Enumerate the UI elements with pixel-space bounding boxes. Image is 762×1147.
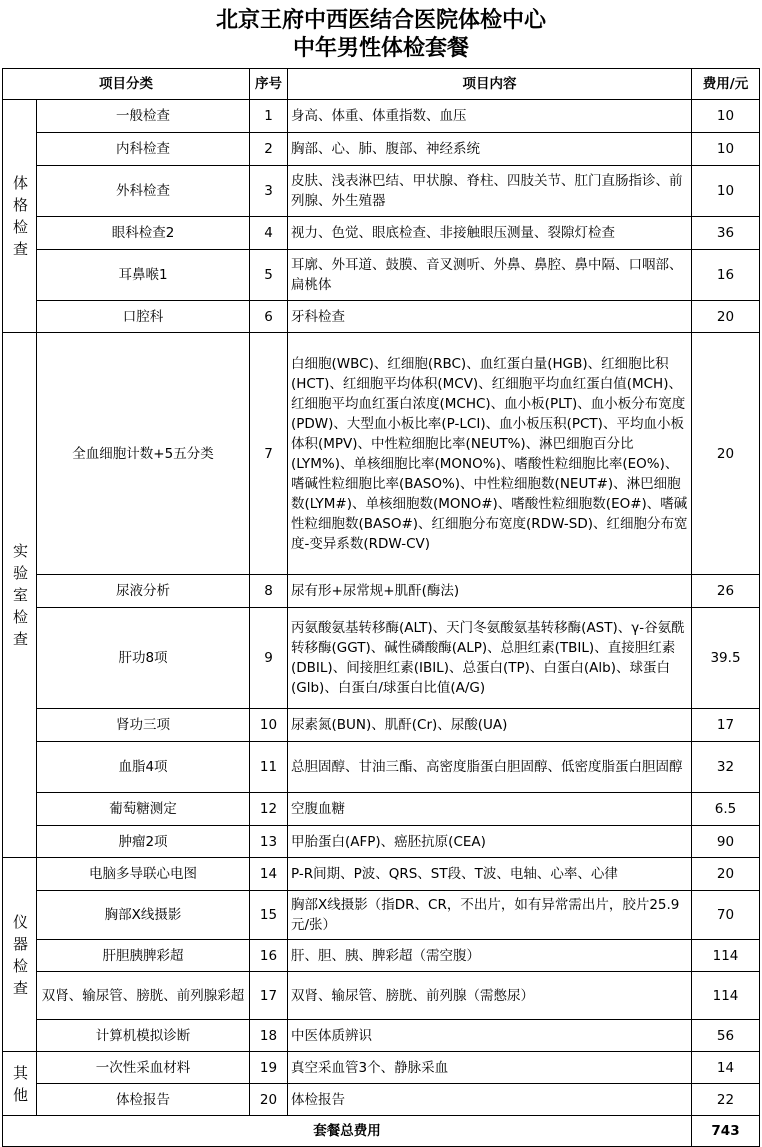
item-content: 尿素氮(BUN)、肌酐(Cr)、尿酸(UA) <box>288 709 692 742</box>
item-name: 外科检查 <box>37 166 250 217</box>
item-content: 耳廓、外耳道、鼓膜、音叉测听、外鼻、鼻腔、鼻中隔、口咽部、扁桃体 <box>288 250 692 301</box>
item-seq: 6 <box>250 301 288 333</box>
item-content: 丙氨酸氨基转移酶(ALT)、天门冬氨酸氨基转移酶(AST)、γ-谷氨酰转移酶(GGT)、碱性磷酸酶(ALP)、总胆红素(TBIL)、直接胆红素(DBIL)、间接胆红素(IBIL)、总蛋白(TP)、白蛋白(Alb)、球蛋白(Glb)、白蛋白/球蛋白比值(A/G) <box>288 608 692 709</box>
item-seq: 16 <box>250 940 288 972</box>
package-table <box>2 68 760 1147</box>
item-content: 胸部、心、肺、腹部、神经系统 <box>288 133 692 166</box>
table-row <box>3 826 760 858</box>
item-seq: 2 <box>250 133 288 166</box>
table-row <box>3 575 760 608</box>
group-instrument: 仪器检查 <box>3 858 37 1052</box>
item-name: 一般检查 <box>37 100 250 133</box>
table-row <box>3 793 760 826</box>
item-seq: 12 <box>250 793 288 826</box>
column-header-fee: 费用/元 <box>692 69 760 100</box>
item-name: 电脑多导联心电图 <box>37 858 250 891</box>
item-seq: 15 <box>250 891 288 940</box>
item-seq: 19 <box>250 1052 288 1084</box>
table-row <box>3 133 760 166</box>
item-name: 耳鼻喉1 <box>37 250 250 301</box>
item-name: 一次性采血材料 <box>37 1052 250 1084</box>
table-row <box>3 1020 760 1052</box>
page-title: 北京王府中西医结合医院体检中心 <box>215 7 546 33</box>
item-fee: 90 <box>692 826 760 858</box>
item-seq: 10 <box>250 709 288 742</box>
table-header-row <box>3 69 760 100</box>
table-row <box>3 100 760 133</box>
item-fee: 14 <box>692 1052 760 1084</box>
item-content: 尿有形+尿常规+肌酐(酶法) <box>288 575 692 608</box>
group-other: 其他 <box>3 1052 37 1116</box>
item-content: 中医体质辨识 <box>288 1020 692 1052</box>
item-content: 皮肤、浅表淋巴结、甲状腺、脊柱、四肢关节、肛门直肠指诊、前列腺、外生殖器 <box>288 166 692 217</box>
item-fee: 56 <box>692 1020 760 1052</box>
item-fee: 6.5 <box>692 793 760 826</box>
item-seq: 20 <box>250 1084 288 1116</box>
table-row <box>3 1084 760 1116</box>
item-content: 真空采血管3个、静脉采血 <box>288 1052 692 1084</box>
item-seq: 4 <box>250 217 288 250</box>
item-seq: 1 <box>250 100 288 133</box>
item-name: 双肾、输尿管、膀胱、前列腺彩超 <box>37 972 250 1020</box>
item-fee: 20 <box>692 333 760 575</box>
item-fee: 10 <box>692 100 760 133</box>
item-seq: 14 <box>250 858 288 891</box>
table-row <box>3 250 760 301</box>
item-seq: 7 <box>250 333 288 575</box>
total-row <box>3 1116 760 1147</box>
item-name: 肾功三项 <box>37 709 250 742</box>
table-row <box>3 709 760 742</box>
item-seq: 17 <box>250 972 288 1020</box>
item-content: 甲胎蛋白(AFP)、癌胚抗原(CEA) <box>288 826 692 858</box>
column-header-category: 项目分类 <box>3 69 250 100</box>
column-header-seq: 序号 <box>250 69 288 100</box>
item-name: 全血细胞计数+5五分类 <box>37 333 250 575</box>
item-name: 血脂4项 <box>37 742 250 793</box>
table-row <box>3 608 760 709</box>
column-header-content: 项目内容 <box>288 69 692 100</box>
item-seq: 18 <box>250 1020 288 1052</box>
item-content: 牙科检查 <box>288 301 692 333</box>
table-row <box>3 891 760 940</box>
item-content: 身高、体重、体重指数、血压 <box>288 100 692 133</box>
item-content: 白细胞(WBC)、红细胞(RBC)、血红蛋白量(HGB)、红细胞比积(HCT)、红细胞平均体积(MCV)、红细胞平均血红蛋白值(MCH)、红细胞平均血红蛋白浓度(MCHC)、血小板(PLT)、血小板分布宽度(PDW)、大型血小板比率(P-LCI)、血小板压积(PCT)、平均血小板体积(MPV)、中性粒细胞比率(NEUT%)、淋巴细胞百分比(LYM%)、单核细胞比率(MONO%)、嗜酸性粒细胞比率(EO%)、嗜碱性粒细胞比率(BASO%)、中性粒细胞数(NEUT#)、淋巴细胞数(LYM#)、单核细胞数(MONO#)、嗜酸性粒细胞数(EO#)、嗜碱性粒细胞数(BASO#)、红细胞分布宽度(RDW-SD)、红细胞分布宽度-变异系数(RDW-CV) <box>288 333 692 575</box>
page-subtitle: 中年男性体检套餐 <box>292 35 469 61</box>
item-fee: 114 <box>692 972 760 1020</box>
group-laboratory: 实验室检查 <box>3 333 37 858</box>
item-seq: 13 <box>250 826 288 858</box>
item-fee: 17 <box>692 709 760 742</box>
item-seq: 11 <box>250 742 288 793</box>
item-fee: 114 <box>692 940 760 972</box>
item-fee: 20 <box>692 858 760 891</box>
item-name: 口腔科 <box>37 301 250 333</box>
item-content: 总胆固醇、甘油三酯、高密度脂蛋白胆固醇、低密度脂蛋白胆固醇 <box>288 742 692 793</box>
item-fee: 16 <box>692 250 760 301</box>
item-fee: 22 <box>692 1084 760 1116</box>
item-content: 体检报告 <box>288 1084 692 1116</box>
item-content: 空腹血糖 <box>288 793 692 826</box>
total-value: 743 <box>692 1116 760 1147</box>
item-name: 肝胆胰脾彩超 <box>37 940 250 972</box>
item-seq: 9 <box>250 608 288 709</box>
item-content: 胸部X线摄影（指DR、CR，不出片，如有异常需出片，胶片25.9元/张） <box>288 891 692 940</box>
item-fee: 70 <box>692 891 760 940</box>
total-label: 套餐总费用 <box>3 1116 692 1147</box>
item-fee: 32 <box>692 742 760 793</box>
item-name: 肿瘤2项 <box>37 826 250 858</box>
table-row <box>3 742 760 793</box>
item-content: 肝、胆、胰、脾彩超（需空腹） <box>288 940 692 972</box>
table-row <box>3 972 760 1020</box>
item-name: 体检报告 <box>37 1084 250 1116</box>
item-name: 计算机模拟诊断 <box>37 1020 250 1052</box>
item-name: 肝功8项 <box>37 608 250 709</box>
item-content: 双肾、输尿管、膀胱、前列腺（需憋尿） <box>288 972 692 1020</box>
table-row <box>3 217 760 250</box>
table-row <box>3 940 760 972</box>
item-content: 视力、色觉、眼底检查、非接触眼压测量、裂隙灯检查 <box>288 217 692 250</box>
item-seq: 3 <box>250 166 288 217</box>
item-seq: 5 <box>250 250 288 301</box>
table-row <box>3 1052 760 1084</box>
item-name: 尿液分析 <box>37 575 250 608</box>
table-row <box>3 333 760 575</box>
item-fee: 39.5 <box>692 608 760 709</box>
item-fee: 26 <box>692 575 760 608</box>
item-name: 内科检查 <box>37 133 250 166</box>
item-name: 胸部X线摄影 <box>37 891 250 940</box>
table-row <box>3 858 760 891</box>
item-fee: 36 <box>692 217 760 250</box>
item-name: 眼科检查2 <box>37 217 250 250</box>
item-fee: 10 <box>692 133 760 166</box>
group-physical: 体格检查 <box>3 100 37 333</box>
item-seq: 8 <box>250 575 288 608</box>
table-row <box>3 301 760 333</box>
item-content: P-R间期、P波、QRS、ST段、T波、电轴、心率、心律 <box>288 858 692 891</box>
item-name: 葡萄糖测定 <box>37 793 250 826</box>
item-fee: 10 <box>692 166 760 217</box>
item-fee: 20 <box>692 301 760 333</box>
table-row <box>3 166 760 217</box>
